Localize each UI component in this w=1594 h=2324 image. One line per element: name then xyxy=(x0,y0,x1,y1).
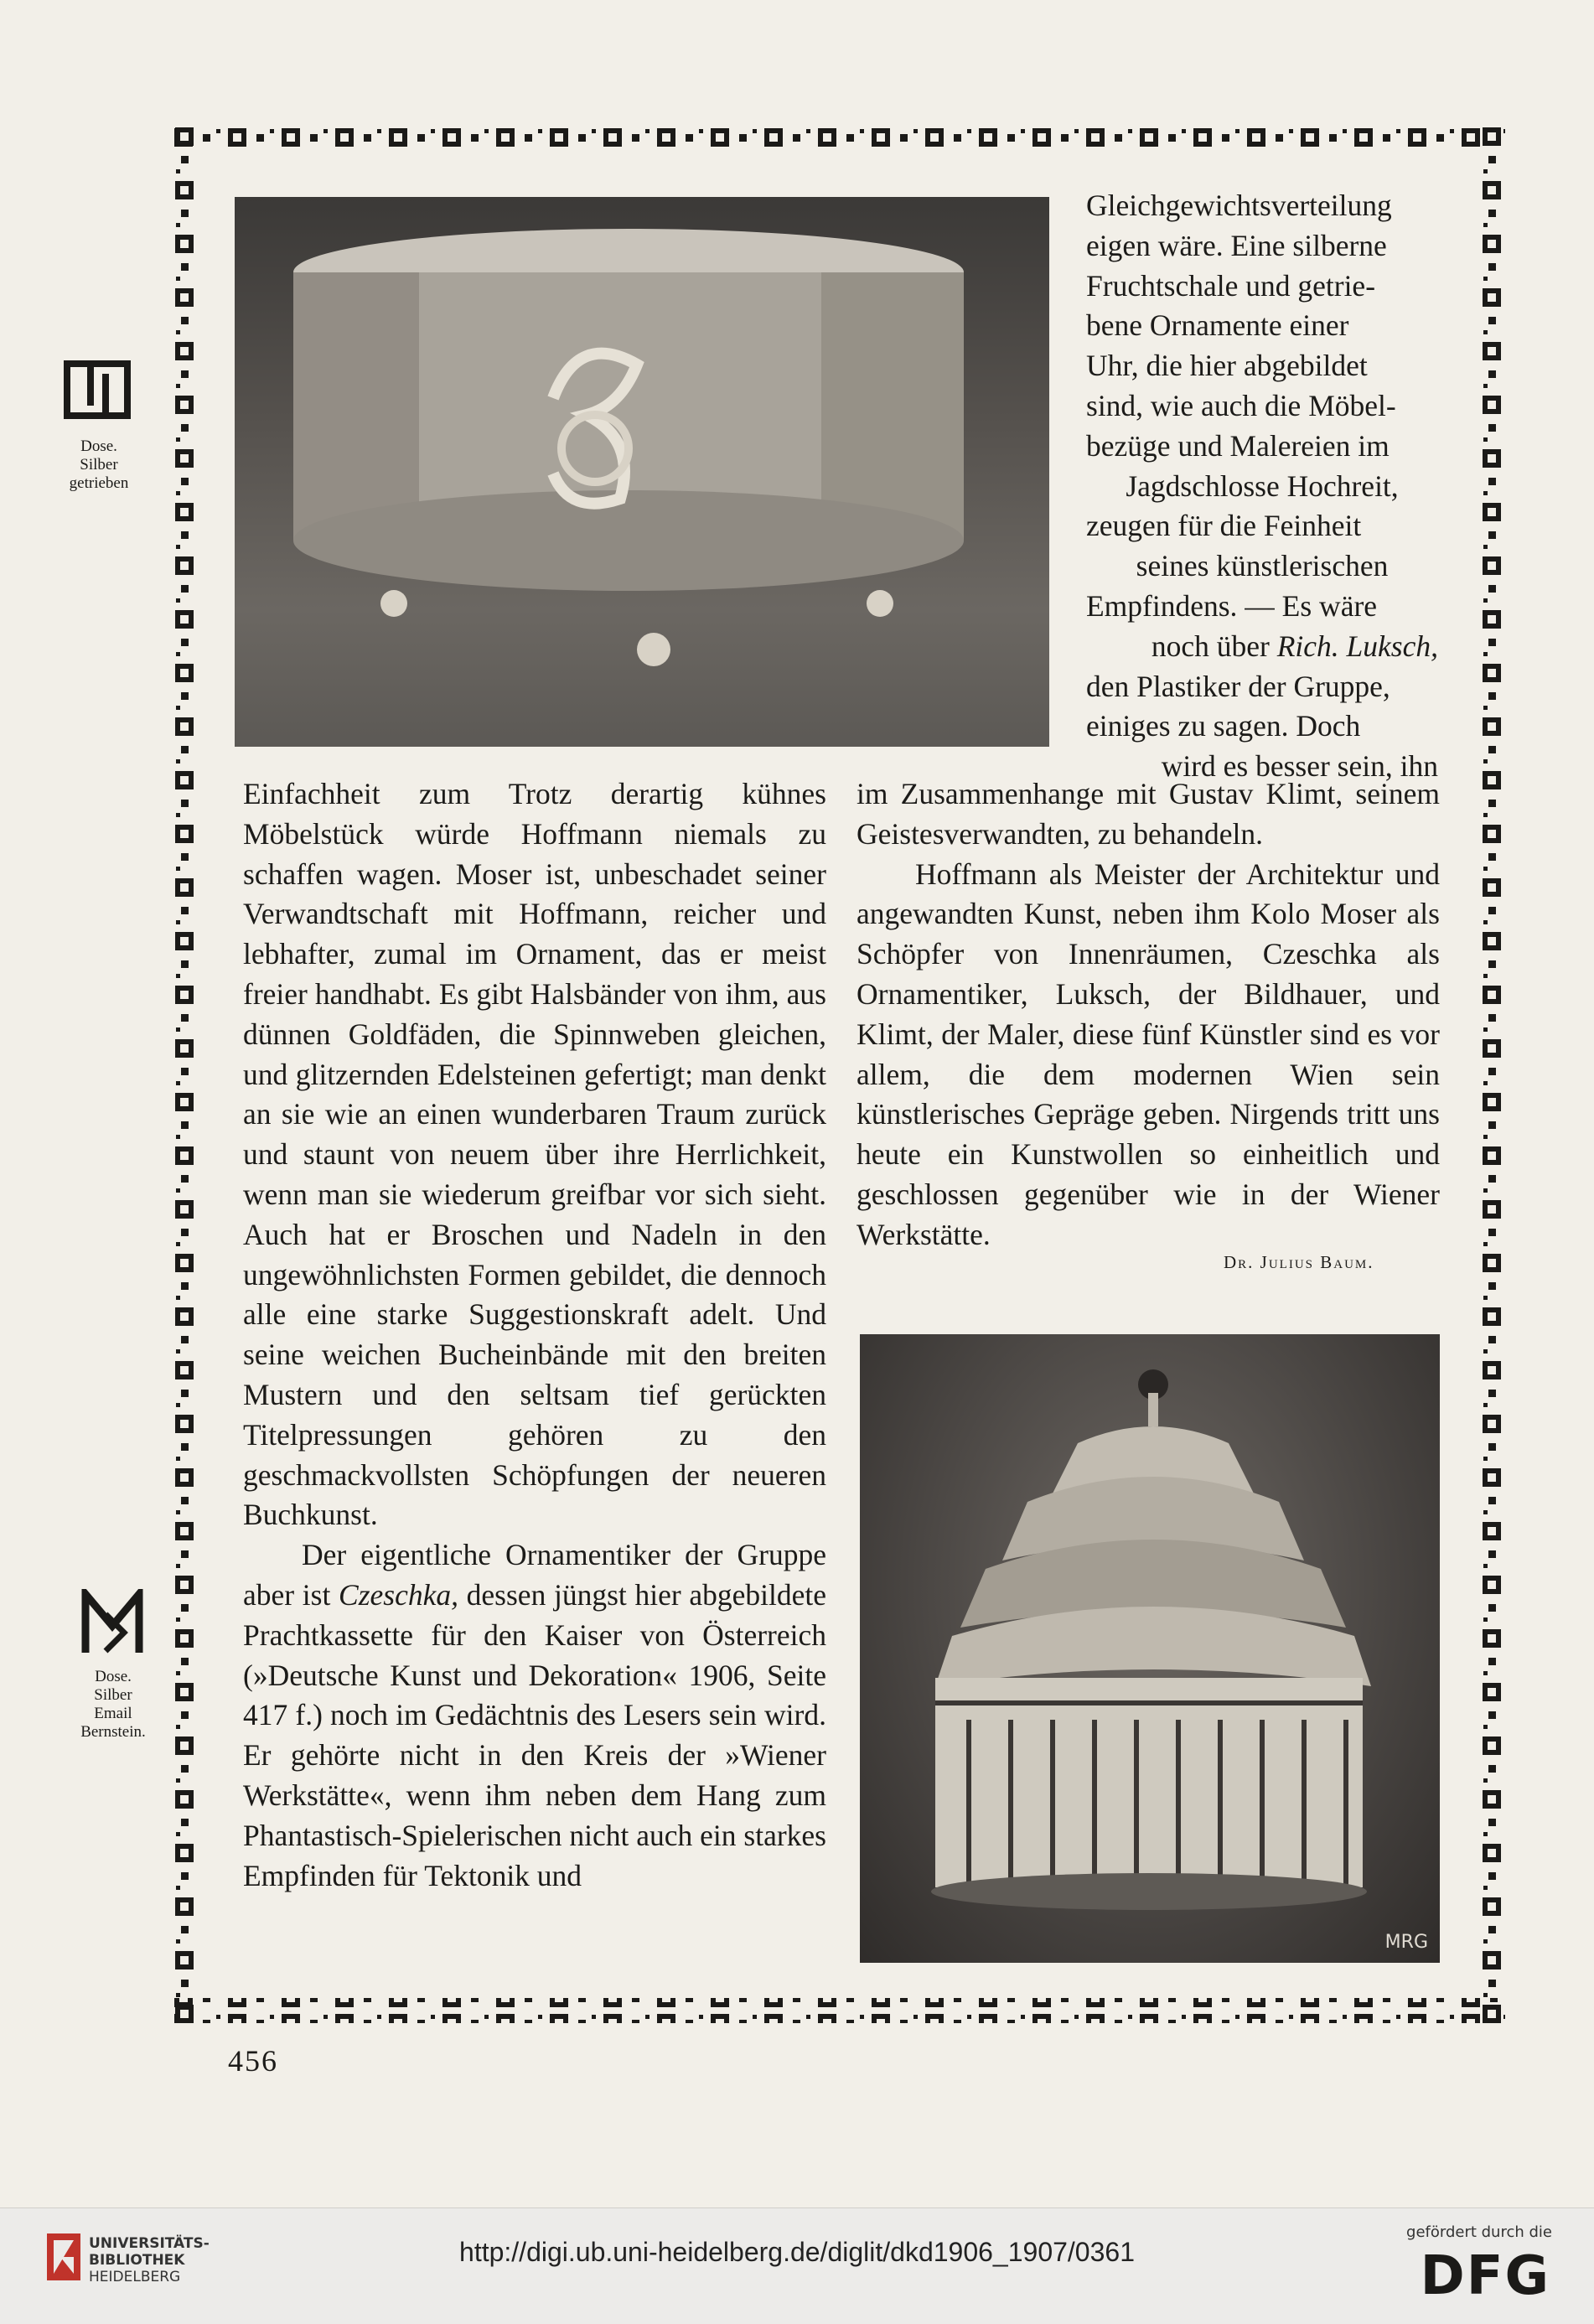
right-paragraph-2: Hoffmann als Meister der Architektur und angewandten Kunst, neben ihm Kolo Moser als Schöpfer von Innenräumen, Czeschka als Ornamentiker, Luksch, der Bildhauer, und Klimt, der Maler, diese fünf Künstler sind es vor allem, die dem modernen Wien sein künstlerisches Gepräge geben. Nirgends tritt uns heute ein Kunstwollen so einheitlich und geschlossen gegenüber wie in der Wiener Werkstätte. xyxy=(857,857,1440,1251)
left-paragraph-2: Der eigentliche Ornamentiker der Gruppe aber ist Czeschka, dessen jüngst hier abgebildete Prachtkassette für den Kaiser von Österreich (»Deutsche Kunst und Dekoration« 1906, Seite 417 f.) noch im Gedächtnis des Lesers sein wird. Er gehörte nicht in den Kreis der »Wiener Werkstätte«, wenn ihm neben dem Hang zum Phantastisch-Spielerischen nicht auch ein starkes Empfinden für Tektonik und xyxy=(243,1538,826,1892)
author-signature: Dr. Julius Baum. xyxy=(1224,1252,1374,1272)
funded-by-label: gefördert durch die xyxy=(1406,2223,1552,2241)
permalink-url[interactable]: http://digi.ub.uni-heidelberg.de/diglit/dkd1906_1907/0361 xyxy=(459,2237,1135,2267)
left-column xyxy=(243,774,826,1896)
right-paragraph-1: im Zusammenhange mit Gustav Klimt, seinem Geistesverwandten, zu behandeln. xyxy=(857,777,1440,851)
photo-lidded-box-moser xyxy=(860,1334,1440,1963)
page-number: 456 xyxy=(228,2044,278,2078)
hoffmann-monogram-icon xyxy=(64,360,131,423)
photo-silver-box-hoffmann xyxy=(235,197,1049,747)
right-column-mid xyxy=(857,774,1440,1255)
left-paragraph-1: Einfachheit zum Trotz derartig kühnes Möbelstück würde Hoffmann niemals zu schaffen wagen. Moser ist, unbeschadet seiner Verwandtschaft mit Hoffmann, reicher und lebhafter, zumal im Ornament, das er meist freier handhabt. Es gibt Halsbänder von ihm, aus dünnen Goldfäden, die Spinnweben gleichen, und glitzernden Edelsteinen gefertigt; man denkt an sie wie an einen wunderbaren Traum zurück und staunt von neuem über ihre Herrlichkeit, wenn man sie wiederum greifbar vor sich sieht. Auch hat er Broschen und Nadeln in den ungewöhnlichsten Formen gebildet, die dennoch alle eine starke Suggestionskraft adelt. Und seine weichen Bucheinbände mit den breiten Mustern und den seltsam tief gerückten Titelpressungen gehören zu den geschmackvollsten Schöpfungen der neueren Buchkunst. xyxy=(243,777,826,1532)
caption-top: Dose. Silber getrieben xyxy=(69,437,129,492)
dfg-logo: DFG xyxy=(1420,2245,1550,2307)
library-name: UNIVERSITÄTS- BIBLIOTHEK HEIDELBERG xyxy=(89,2235,210,2285)
footer-bar xyxy=(0,2208,1594,2324)
moser-monogram-icon xyxy=(80,1589,144,1660)
right-column-top: Gleichgewichtsverteilung eigen wäre. Eine silberne Fruchtschale und getrie- bene Ornamente einer Uhr, die hier abgebildet sind, wie auch die Möbel- bezüge und Malereien im Jagdschlosse Hochreit, zeugen für die Feinheit seines künstlerischen Empfindens. — Es wäre noch über Rich. Luksch, den Plastiker der Gruppe, einiges zu sagen. Doch wird es besser sein, ihn xyxy=(1086,189,1438,784)
photo-monogram: MRG xyxy=(1384,1932,1428,1953)
caption-bottom: Dose. Silber Email Bernstein. xyxy=(80,1668,146,1741)
